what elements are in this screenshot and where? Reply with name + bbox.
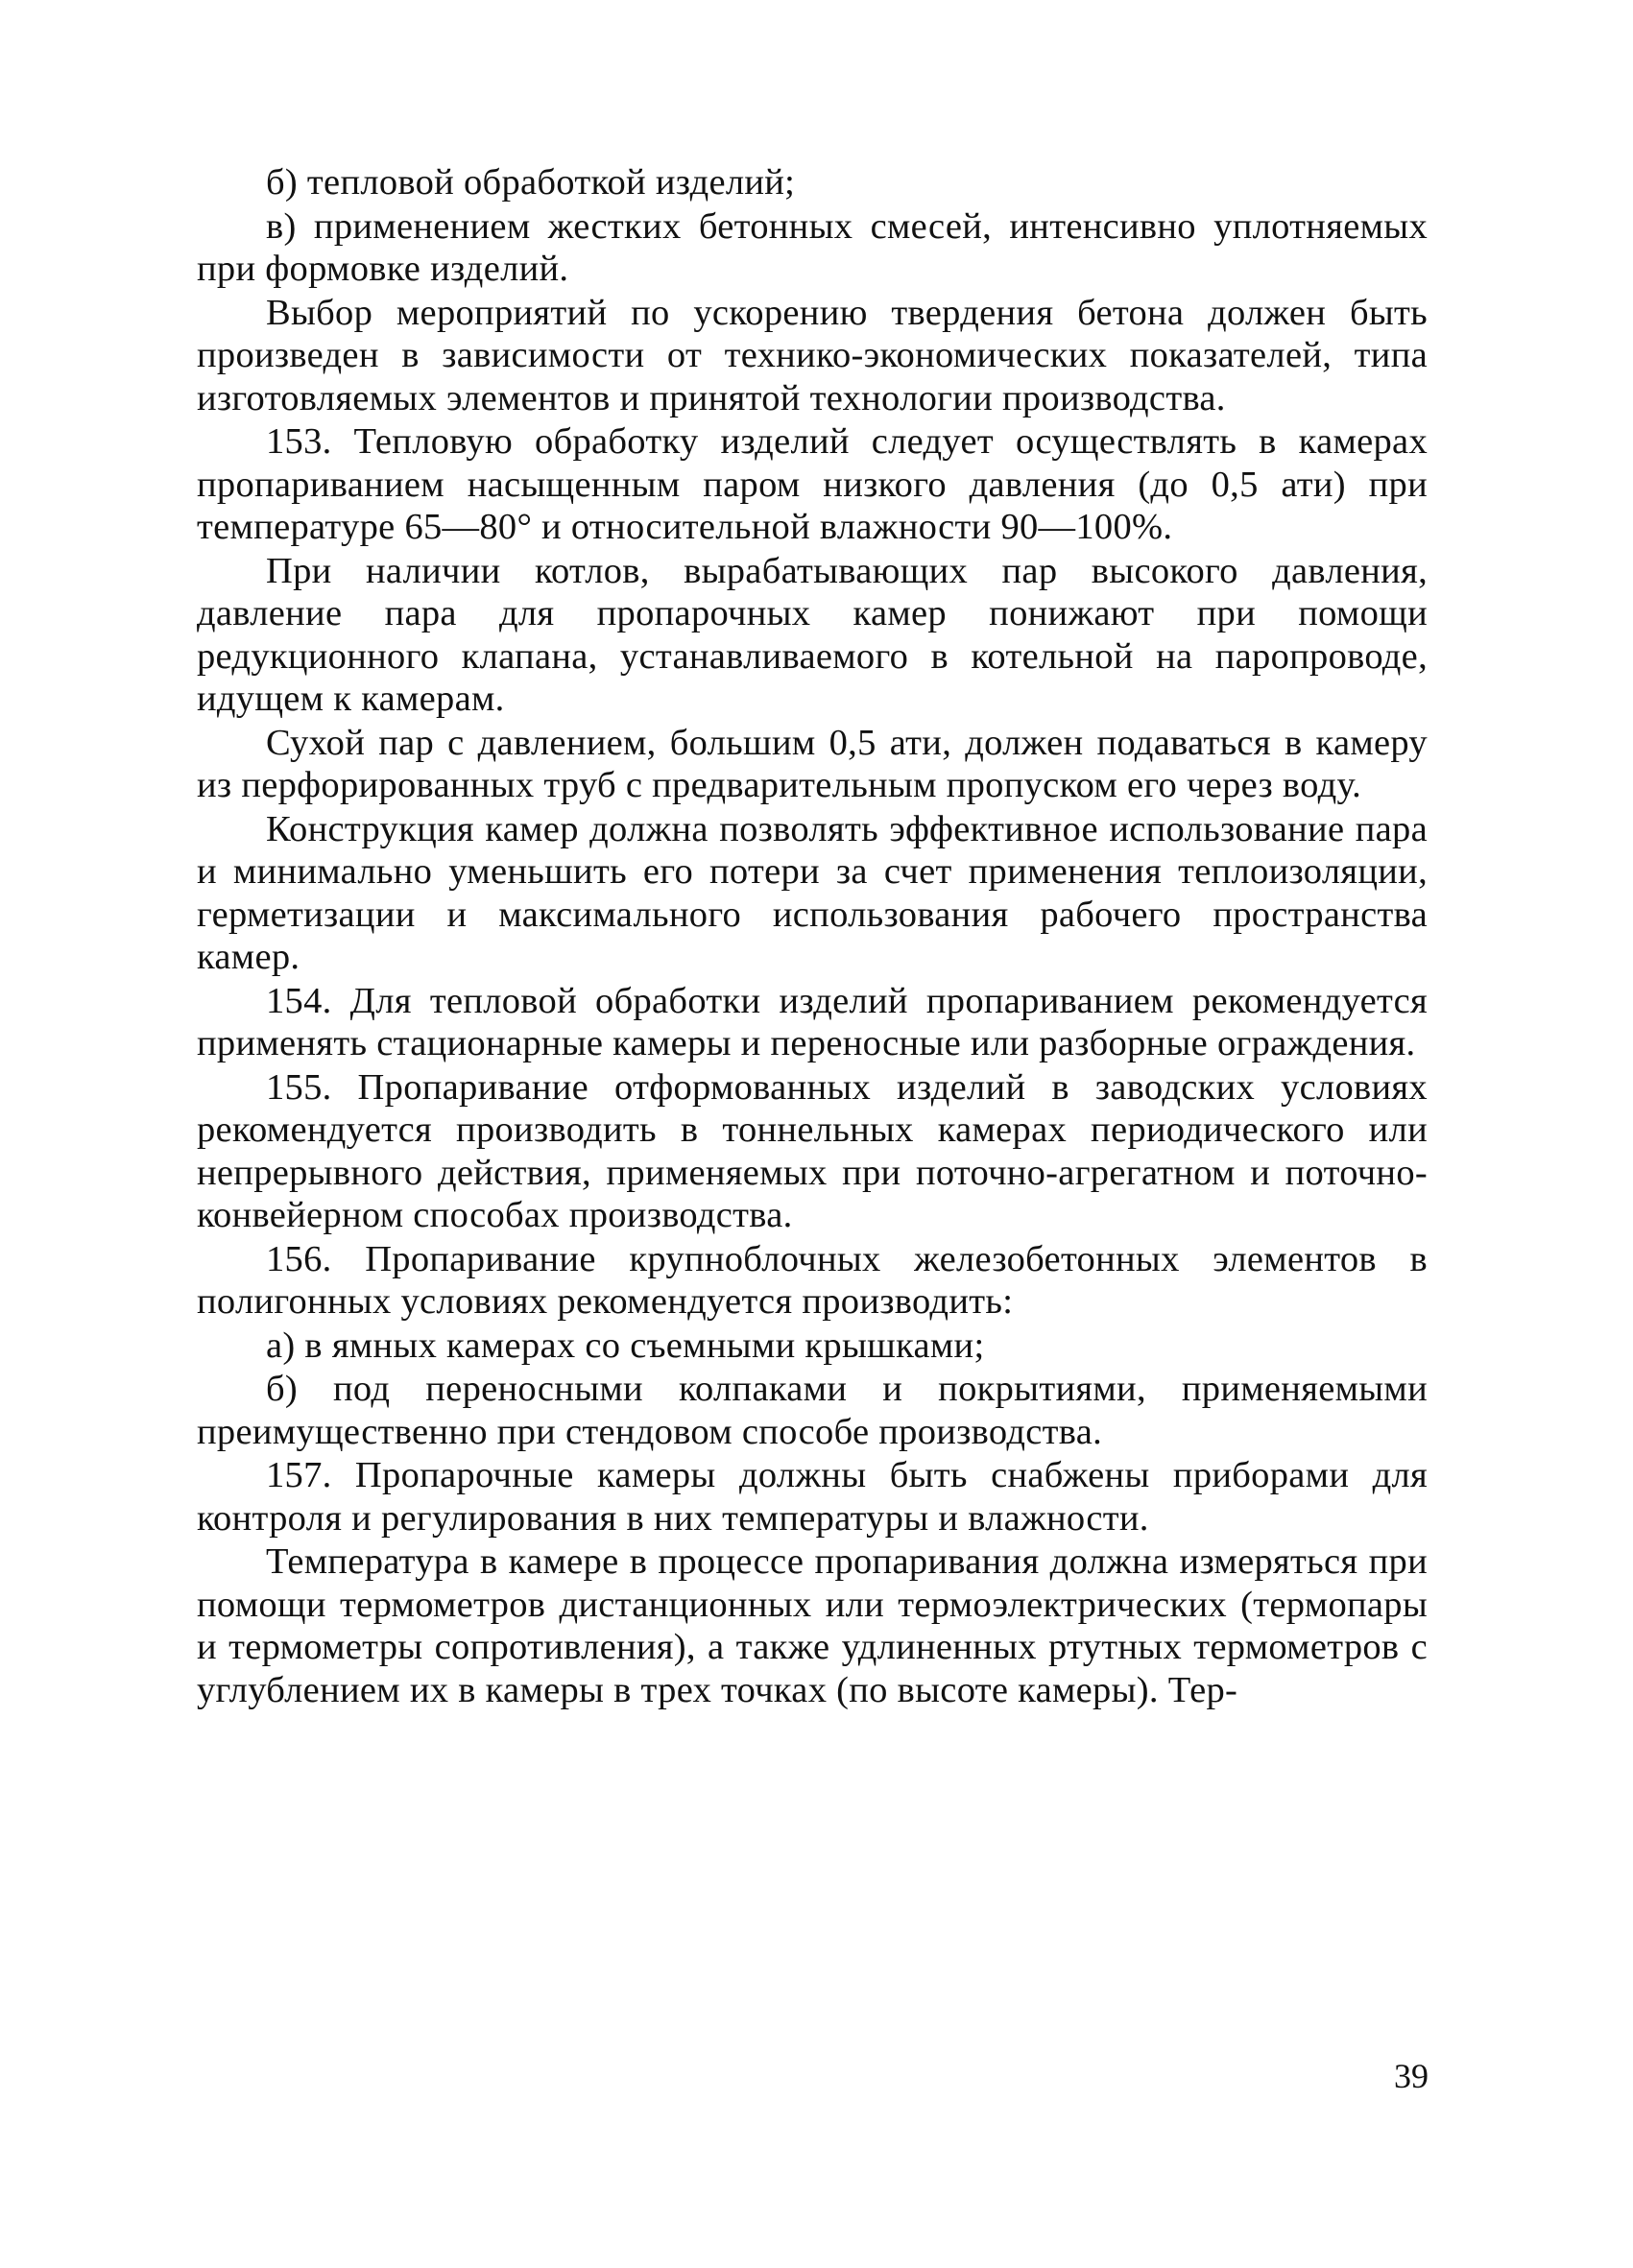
paragraph-dry-steam: Сухой пар с давлением, большим 0,5 ати, должен подаваться в камеру из перфорированных труб с предварительным пропуском его через воду. [197, 722, 1428, 805]
paragraph-measures-selection: Выбор мероприятий по ускорению твердения бетона должен быть произведен в зависимости от технико-экономических показателей, типа изготовляемых элементов и принятой технологии производства. [197, 292, 1428, 418]
paragraph-item-a-pit-chambers: а) в ямных камерах со съемными крышками; [266, 1325, 985, 1366]
page-body-text [197, 161, 1428, 1711]
page-number: 39 [1394, 2057, 1429, 2095]
paragraph-156: 156. Пропаривание крупноблочных железобетонных элементов в полигонных условиях рекомендуется производить: [197, 1238, 1428, 1322]
paragraph-153: 153. Тепловую обработку изделий следует осуществлять в камерах пропариванием насыщенным паром низкого давления (до 0,5 ати) при температуре 65—80° и относительной влажности 90—100%. [197, 421, 1428, 547]
paragraph-item-b-portable-caps: б) под переносными колпаками и покрытиями, применяемыми преимущественно при стендовом способе производства. [197, 1369, 1428, 1452]
paragraph-temperature-measurement: Температура в камере в процессе пропаривания должна измеряться при помощи термометров дистанционных или термоэлектрических (термопары и термометры сопротивления), а также удлиненных ртутных термометров с углублением их в камеры в трех точках (по высоте камеры). Тер- [197, 1541, 1428, 1710]
paragraph-157: 157. Пропарочные камеры должны быть снабжены приборами для контроля и регулирования в них температуры и влажности. [197, 1455, 1428, 1539]
paragraph-155: 155. Пропаривание отформованных изделий в заводских условиях рекомендуется производить в тоннельных камерах периодического или непрерывного действия, применяемых при поточно-агрегатном и поточно-конвейерном способах производства. [197, 1066, 1428, 1235]
paragraph-item-v-stiff-concrete: в) применением жестких бетонных смесей, интенсивно уплотняемых при формовке изделий. [197, 205, 1428, 289]
paragraph-chamber-construction: Конструкция камер должна позволять эффективное использование пара и минимально уменьшить его потери за счет применения теплоизоляции, герметизации и максимального использования рабочего пространства камер. [197, 808, 1428, 977]
paragraph-boilers-pressure: При наличии котлов, вырабатывающих пар высокого давления, давление пара для пропарочных камер понижают при помощи редукционного клапана, устанавливаемого в котельной на паропроводе, идущем к камерам. [197, 550, 1428, 719]
paragraph-item-b-heat-treatment: б) тепловой обработкой изделий; [266, 162, 796, 203]
paragraph-154: 154. Для тепловой обработки изделий пропариванием рекомендуется применять стационарные камеры и переносные или разборные ограждения. [197, 980, 1428, 1063]
